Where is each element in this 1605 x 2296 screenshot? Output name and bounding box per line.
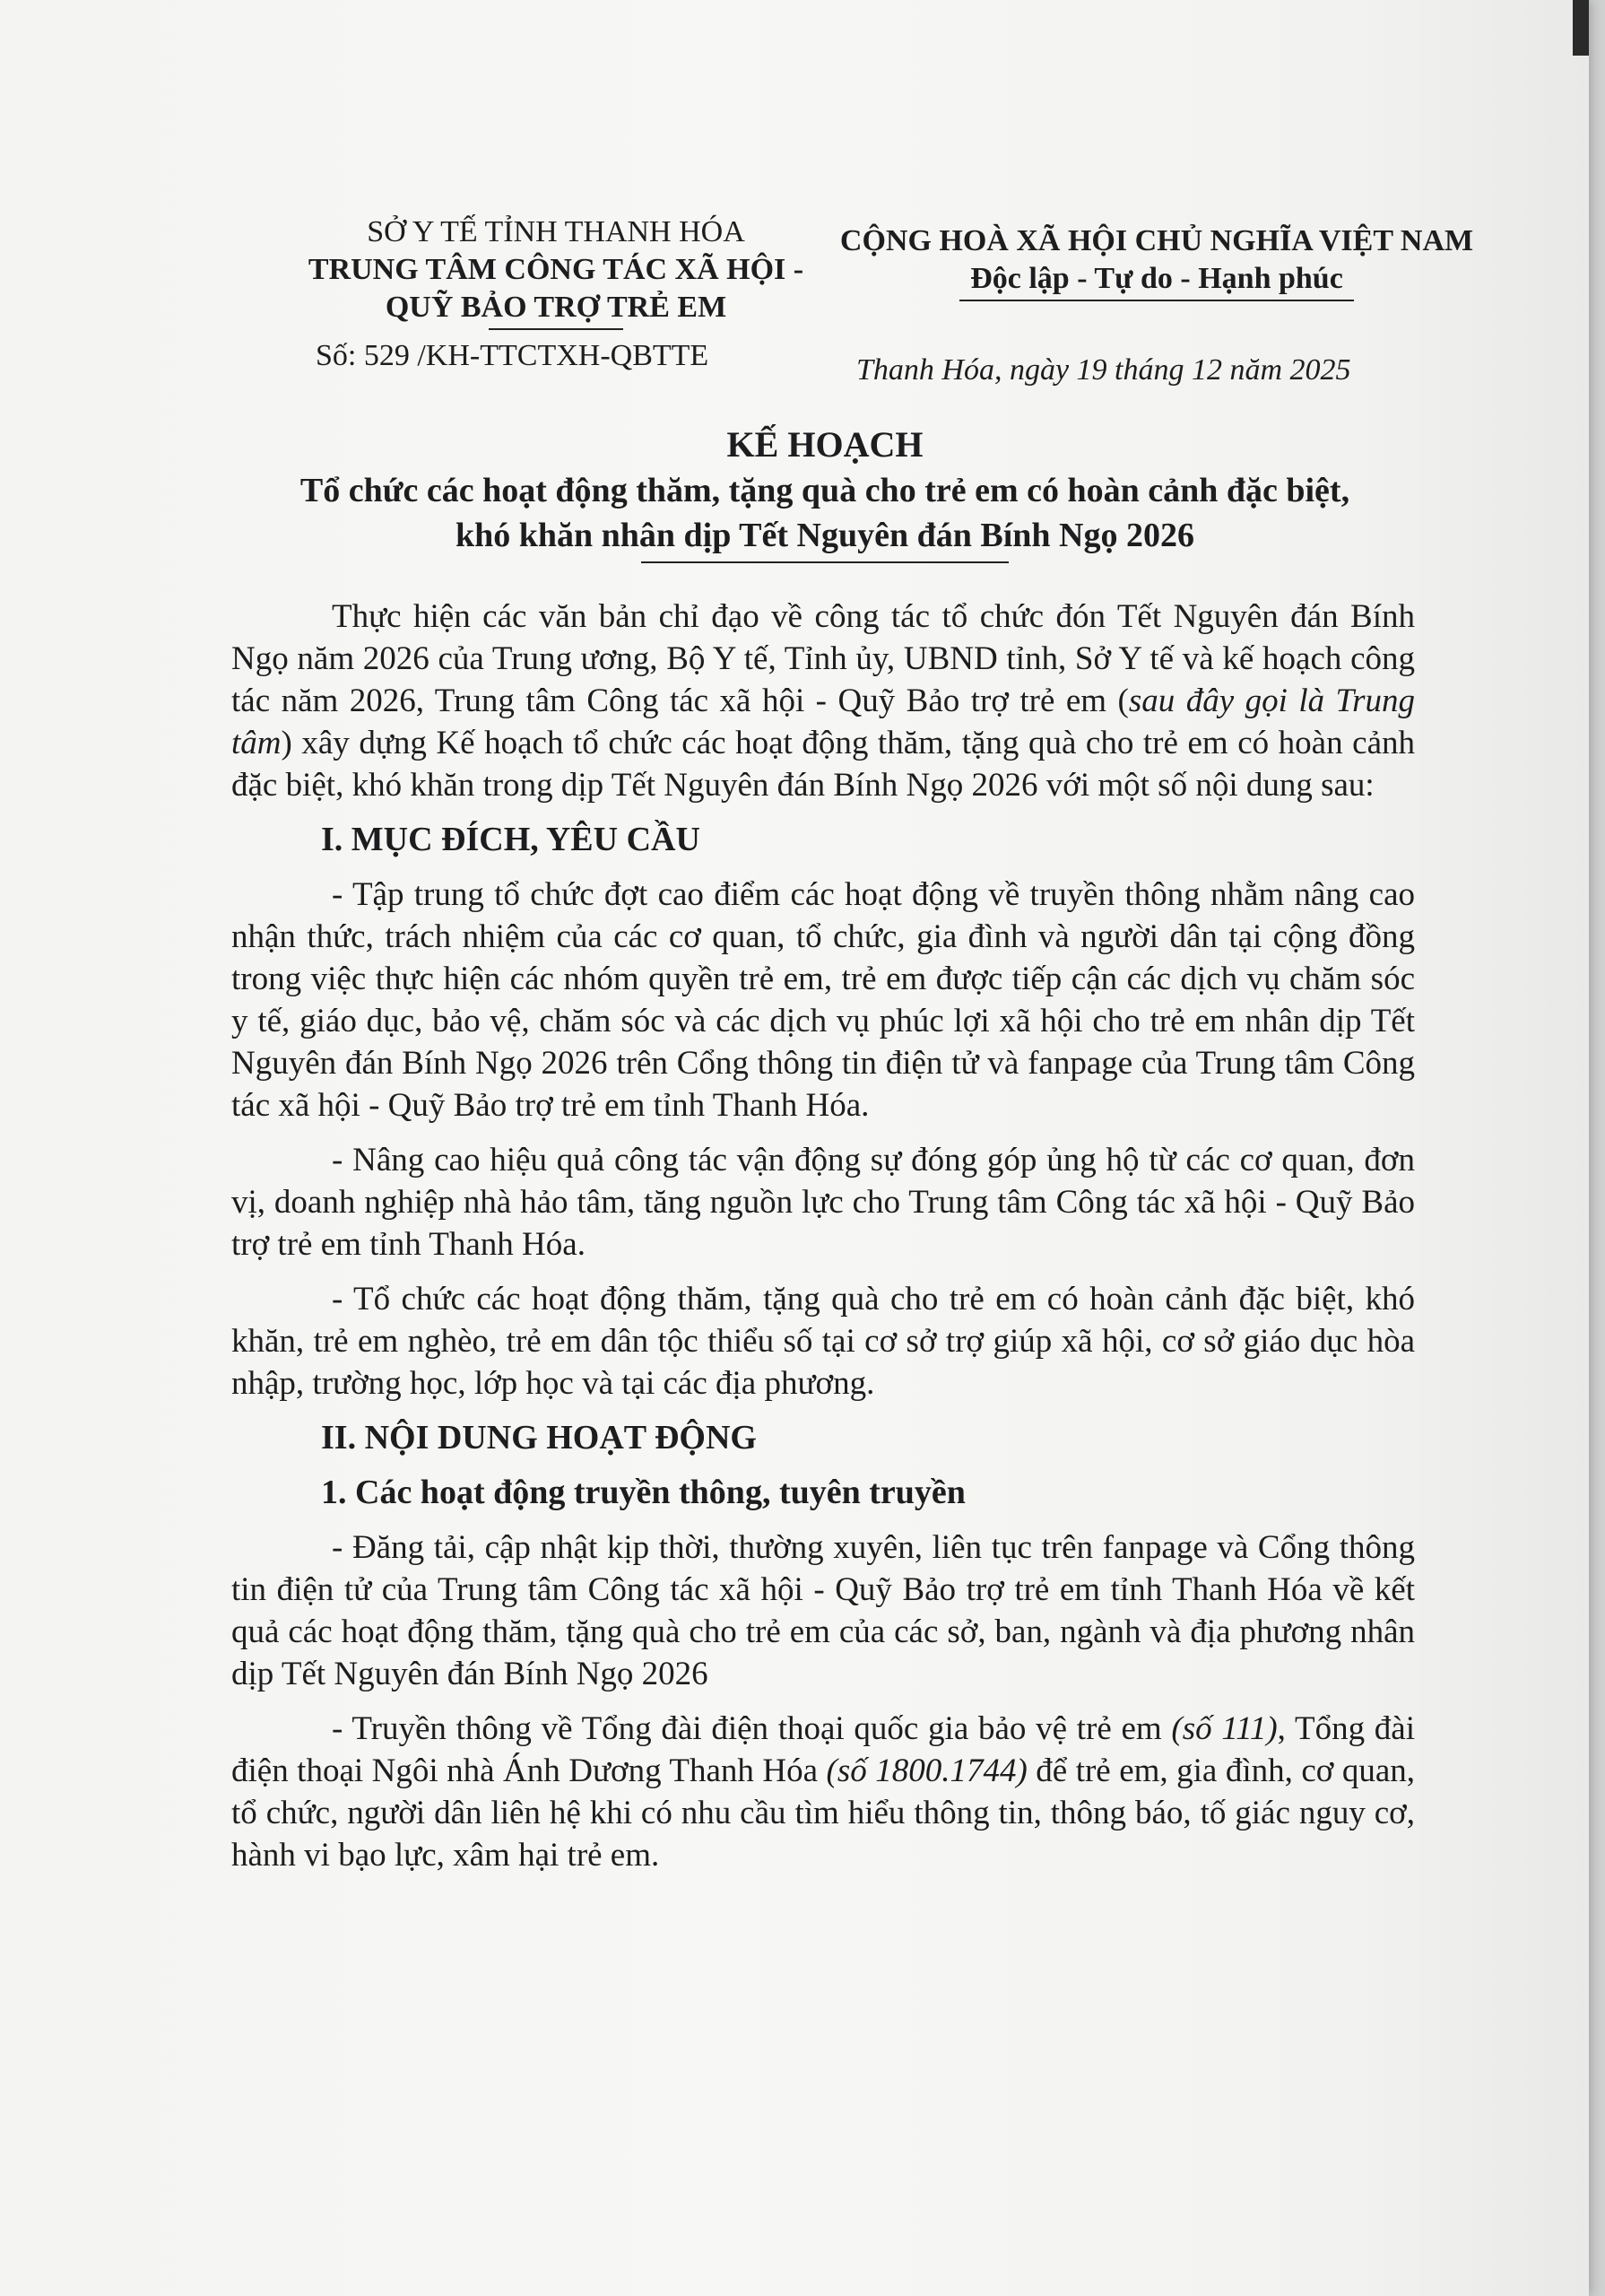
agency-parent: SỞ Y TẾ TỈNH THANH HÓA — [367, 215, 745, 248]
document-title-block — [179, 422, 1471, 563]
item-text: để trẻ em, gia đình, cơ quan, tổ chức, người dân liên hệ khi có nhu cầu tìm hiểu thông tin, thông báo, tố giác nguy cơ, hành vi bạo lực, xâm hại trẻ em. — [231, 1752, 1415, 1874]
agency-name-line1: TRUNG TÂM CÔNG TÁC XÃ HỘI - — [308, 253, 804, 286]
section-1-heading: I. MỤC ĐÍCH, YÊU CẦU — [321, 821, 700, 858]
country-name: CỘNG HOÀ XÃ HỘI CHỦ NGHĨA VIỆT NAM — [839, 224, 1474, 257]
hotline-number-local: (số 1800.1744) — [826, 1752, 1028, 1789]
national-header — [825, 222, 1488, 301]
national-motto: Độc lập - Tự do - Hạnh phúc — [970, 262, 1343, 295]
section-1-item: - Tập trung tổ chức đợt cao điểm các hoạt động về truyền thông nhằm nâng cao nhận thức, trách nhiệm của các cơ quan, tổ chức, gia đình và người dân tại cộng đồng trong việc thực hiện các nhóm quyền trẻ em, trẻ em được tiếp cận các dịch vụ chăm sóc y tế, giáo dục, bảo vệ, chăm sóc và các dịch vụ phúc lợi xã hội cho trẻ em nhân dịp Tết Nguyên đán Bính Ngọ 2026 trên Cổng thông tin điện tử và fanpage của Trung tâm Công tác xã hội - Quỹ Bảo trợ trẻ em tỉnh Thanh Hóa. — [231, 876, 1415, 1124]
binding-mark — [1573, 0, 1589, 56]
document-body — [231, 596, 1415, 1889]
document-type: KẾ HOẠCH — [726, 424, 924, 465]
agency-underline — [489, 328, 623, 330]
place-and-date: Thanh Hóa, ngày 19 tháng 12 năm 2025 — [856, 353, 1351, 387]
intro-text-1: Thực hiện các văn bản chỉ đạo về công tác tổ chức đón Tết Nguyên đán Bính Ngọ năm 2026 của Trung ương, Bộ Y tế, Tỉnh ủy, UBND tỉnh, Sở Y tế và kế hoạch công tác năm 2026, Trung tâm Công tác xã hội - Quỹ Bảo trợ trẻ em ( — [231, 598, 1415, 719]
motto-underline — [959, 300, 1354, 301]
agency-name-line2: QUỸ BẢO TRỢ TRẺ EM — [385, 291, 727, 324]
item-text: , Tổng đài điện thoại Ngôi nhà Ánh Dương Thanh Hóa — [231, 1710, 1415, 1789]
section-2-sub-1-heading: 1. Các hoạt động truyền thông, tuyên truyền — [321, 1474, 966, 1511]
document-number: Số: 529 /KH-TTCTXH-QBTTE — [316, 339, 709, 372]
intro-text-italic: sau đây gọi là Trung tâm — [231, 683, 1415, 761]
hotline-number-national: (số 111) — [1171, 1710, 1278, 1747]
section-2-item: - Đăng tải, cập nhật kịp thời, thường xuyên, liên tục trên fanpage và Cổng thông tin điện tử của Trung tâm Công tác xã hội - Quỹ Bảo trợ trẻ em tỉnh Thanh Hóa về kết quả các hoạt động thăm, tặng quà cho trẻ em của các sở, ban, ngành và địa phương nhân dịp Tết Nguyên đán Bính Ngọ 2026 — [231, 1529, 1415, 1692]
document-subtitle: Tổ chức các hoạt động thăm, tặng quà cho trẻ em có hoàn cảnh đặc biệt, khó khăn nhân dịp Tết Nguyên đán Bính Ngọ 2026 — [299, 472, 1350, 554]
section-2-item — [231, 1708, 1415, 1876]
section-2-heading: II. NỘI DUNG HOẠT ĐỘNG — [321, 1419, 757, 1457]
intro-text-2: ) xây dựng Kế hoạch tổ chức các hoạt động thăm, tặng quà cho trẻ em có hoàn cảnh đặc biệt, khó khăn trong dịp Tết Nguyên đán Bính Ngọ 2026 với một số nội dung sau: — [231, 725, 1415, 804]
item-text: - Truyền thông về Tổng đài điện thoại quốc gia bảo vệ trẻ em — [332, 1710, 1172, 1747]
intro-paragraph — [231, 596, 1415, 806]
section-1-item: - Nâng cao hiệu quả công tác vận động sự đóng góp ủng hộ từ các cơ quan, đơn vị, doanh nghiệp nhà hảo tâm, tăng nguồn lực cho Trung tâm Công tác xã hội - Quỹ Bảo trợ trẻ em tỉnh Thanh Hóa. — [231, 1142, 1415, 1263]
agency-header — [269, 213, 843, 330]
section-1-item: - Tổ chức các hoạt động thăm, tặng quà cho trẻ em có hoàn cảnh đặc biệt, khó khăn, trẻ em nghèo, trẻ em dân tộc thiểu số tại cơ sở trợ giúp xã hội, cơ sở giáo dục hòa nhập, trường học, lớp học và tại các địa phương. — [231, 1281, 1415, 1402]
title-underline — [641, 561, 1009, 563]
